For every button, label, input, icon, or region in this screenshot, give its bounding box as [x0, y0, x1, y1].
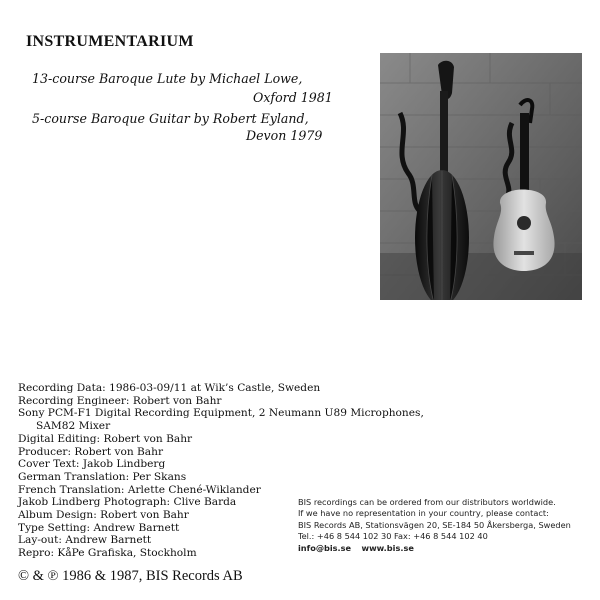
website-link[interactable]: www.bis.se: [361, 542, 414, 553]
distribution-info: [298, 497, 571, 554]
copyright-notice: © & ℗ 1986 & 1987, BIS Records AB: [18, 568, 243, 584]
instrument-1-line-1: 13-course Baroque Lute by Michael Lowe,: [32, 71, 303, 86]
distribution-address: BIS Records AB, Stationsvägen 20, SE-184 50 Åkersberga, Sweden: [298, 519, 571, 530]
credit-line: French Translation: Arlette Chené-Wiklander: [18, 483, 261, 496]
distribution-line: BIS recordings can be ordered from our distributors worldwide.: [298, 497, 556, 507]
instruments-photo-image: [380, 53, 582, 300]
credit-line: Sony PCM-F1 Digital Recording Equipment, 2 Neumann U89 Microphones,: [18, 407, 424, 420]
credit-line: SAM82 Mixer: [36, 420, 111, 433]
credit-line: Jakob Lindberg Photograph: Clive Barda: [18, 496, 237, 509]
instrument-1-line-2: Oxford 1981: [253, 90, 333, 105]
credit-line: Type Setting: Andrew Barnett: [18, 521, 180, 534]
credit-line: Digital Editing: Robert von Bahr: [18, 432, 193, 445]
distribution-phone: Tel.: +46 8 544 102 30 Fax: +46 8 544 102 40: [298, 531, 488, 542]
credit-line: Lay-out: Andrew Barnett: [18, 534, 152, 547]
credit-line: Recording Data: 1986-03-09/11 at Wik’s Castle, Sweden: [18, 382, 321, 394]
page-title: INSTRUMENTARIUM: [26, 33, 194, 50]
instruments-photo: [380, 53, 582, 300]
credit-line: Producer: Robert von Bahr: [18, 445, 164, 458]
credit-line: Recording Engineer: Robert von Bahr: [18, 394, 222, 407]
credit-line: Album Design: Robert von Bahr: [18, 509, 189, 522]
credit-line: German Translation: Per Skans: [18, 470, 187, 483]
email-link[interactable]: info@bis.se: [298, 542, 352, 553]
credit-line: Repro: KåPe Grafiska, Stockholm: [18, 547, 197, 560]
credit-line: Cover Text: Jakob Lindberg: [18, 458, 166, 471]
distribution-line: If we have no representation in your country, please contact:: [298, 508, 549, 519]
instrument-2-line-2: Devon 1979: [246, 128, 323, 143]
instrument-2-line-1: 5-course Baroque Guitar by Robert Eyland,: [32, 111, 309, 126]
